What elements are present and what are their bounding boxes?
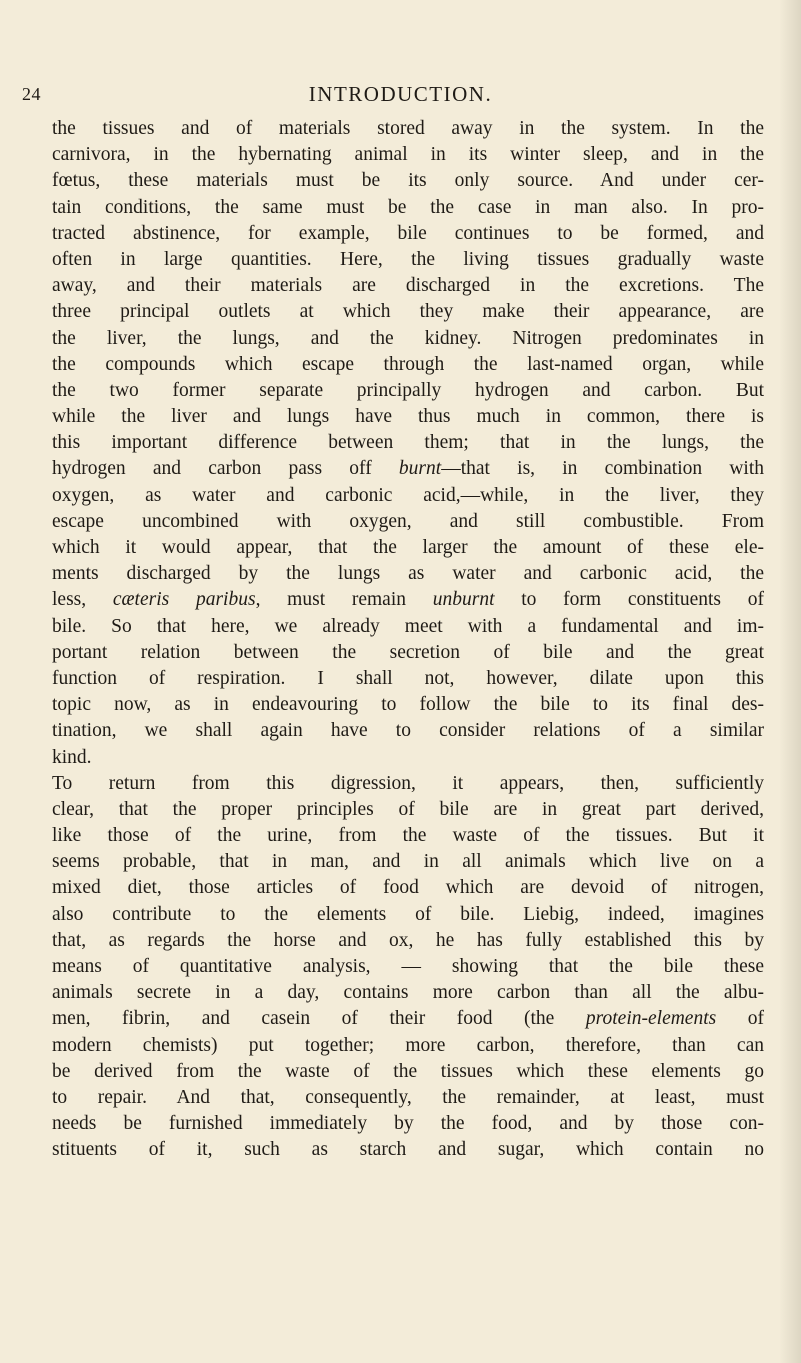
text-segment: —that is, in combination with	[441, 458, 764, 480]
text-line	[52, 771, 764, 797]
text-segment: animals secrete in a day, contains more carbon than all the albu-	[52, 982, 764, 1004]
text-line	[52, 614, 764, 640]
italic-text: burnt	[398, 458, 442, 480]
text-line	[52, 509, 764, 535]
text-segment: men, fibrin, and casein of their food (the	[52, 1008, 586, 1030]
text-segment: topic now, as in endeavouring to follow the bile to its final des-	[52, 694, 764, 716]
page-edge-shadow	[779, 0, 801, 1363]
text-line	[52, 299, 764, 325]
text-line	[52, 745, 764, 771]
text-line	[52, 1085, 764, 1111]
text-segment: ments discharged by the lungs as water and carbonic acid, the	[52, 563, 764, 585]
text-segment: often in large quantities. Here, the living tissues gradually waste	[52, 248, 764, 270]
text-line	[52, 797, 764, 823]
text-segment: three principal outlets at which they make their appearance, are	[52, 301, 764, 323]
text-segment: hydrogen and carbon pass off	[52, 458, 399, 480]
text-line	[52, 718, 764, 744]
italic-text: unburnt	[432, 589, 495, 611]
text-line	[52, 1137, 764, 1163]
text-line	[52, 875, 764, 901]
text-segment: carnivora, in the hybernating animal in its winter sleep, and in the	[52, 144, 764, 166]
text-line	[52, 849, 764, 875]
text-line	[52, 1111, 764, 1137]
text-line	[52, 587, 764, 613]
text-segment: also contribute to the elements of bile. Liebig, indeed, imagines	[52, 903, 764, 925]
text-segment: less,	[52, 589, 113, 611]
text-segment: clear, that the proper principles of bile are in great part derived,	[52, 798, 764, 820]
text-line	[52, 561, 764, 587]
text-segment: the tissues and of materials stored away in the system. In the	[52, 118, 764, 139]
text-line	[52, 666, 764, 692]
text-line	[52, 1006, 764, 1032]
text-segment: while the liver and lungs have thus much in common, there is	[52, 406, 764, 428]
text-segment: mixed diet, those articles of food which are devoid of nitrogen,	[52, 877, 764, 899]
page-number: 24	[22, 84, 41, 104]
text-segment: away, and their materials are discharged in the excretions. The	[52, 275, 764, 297]
text-line	[52, 247, 764, 273]
text-line	[52, 430, 764, 456]
text-segment: of	[716, 1008, 765, 1030]
text-line	[52, 1059, 764, 1085]
text-segment: stituents of it, such as starch and sugar, which contain no	[52, 1139, 764, 1161]
text-segment: tracted abstinence, for example, bile continues to be formed, and	[52, 222, 764, 244]
text-line	[52, 352, 764, 378]
text-segment: portant relation between the secretion of bile and the great	[52, 641, 764, 663]
text-line	[52, 273, 764, 299]
text-segment: tain conditions, the same must be the case in man also. In pro-	[52, 196, 764, 218]
text-segment: to form constituents of	[494, 589, 764, 611]
text-line	[52, 1033, 764, 1059]
text-segment: oxygen, as water and carbonic acid,—while, in the liver, they	[52, 484, 764, 506]
text-line	[52, 116, 764, 142]
text-segment: fœtus, these materials must be its only source. And under cer-	[52, 170, 764, 192]
text-segment: means of quantitative analysis, — showing that the bile these	[52, 956, 764, 977]
text-line	[52, 692, 764, 718]
text-segment: tination, we shall again have to consider relations of a similar	[52, 720, 764, 742]
italic-text: cæteris paribus	[112, 589, 256, 611]
text-segment: this important difference between them; that in the lungs, the	[52, 432, 764, 454]
text-line	[52, 168, 764, 194]
text-line	[52, 195, 764, 221]
text-line	[52, 954, 764, 980]
text-segment: be derived from the waste of the tissues which these elements go	[52, 1060, 764, 1082]
text-line	[52, 456, 764, 482]
text-segment: the liver, the lungs, and the kidney. Nitrogen predominates in	[52, 327, 764, 349]
running-head: INTRODUCTION.	[308, 82, 493, 106]
text-segment: function of respiration. I shall not, however, dilate upon this	[52, 667, 764, 689]
text-line	[52, 326, 764, 352]
text-line	[52, 823, 764, 849]
text-segment: that, as regards the horse and ox, he has fully established this by	[52, 929, 764, 951]
italic-text: protein-elements	[585, 1008, 717, 1030]
text-line	[52, 640, 764, 666]
text-line	[52, 483, 764, 509]
text-segment: modern chemists) put together; more carbon, therefore, than can	[52, 1034, 764, 1056]
text-line	[52, 902, 764, 928]
body-text	[52, 116, 764, 1164]
text-segment: needs be furnished immediately by the food, and by those con-	[52, 1113, 764, 1135]
text-segment: to repair. And that, consequently, the remainder, at least, must	[52, 1086, 764, 1108]
text-line	[52, 535, 764, 561]
text-segment: bile. So that here, we already meet with a fundamental and im-	[52, 615, 764, 637]
text-segment: To return from this digression, it appears, then, sufficiently	[52, 772, 764, 794]
text-line	[52, 928, 764, 954]
text-line	[52, 378, 764, 404]
text-segment: the two former separate principally hydrogen and carbon. But	[52, 379, 764, 401]
text-line	[52, 142, 764, 168]
text-line	[52, 980, 764, 1006]
text-segment: seems probable, that in man, and in all animals which live on a	[52, 851, 764, 873]
text-segment: which it would appear, that the larger the amount of these ele-	[52, 537, 764, 558]
text-segment: kind.	[52, 746, 92, 768]
text-line	[52, 404, 764, 430]
text-line	[52, 221, 764, 247]
text-segment: the compounds which escape through the last-named organ, while	[52, 353, 764, 375]
text-segment: , must remain	[255, 589, 433, 611]
text-segment: like those of the urine, from the waste of the tissues. But it	[52, 825, 764, 847]
text-segment: escape uncombined with oxygen, and still combustible. From	[52, 510, 764, 532]
